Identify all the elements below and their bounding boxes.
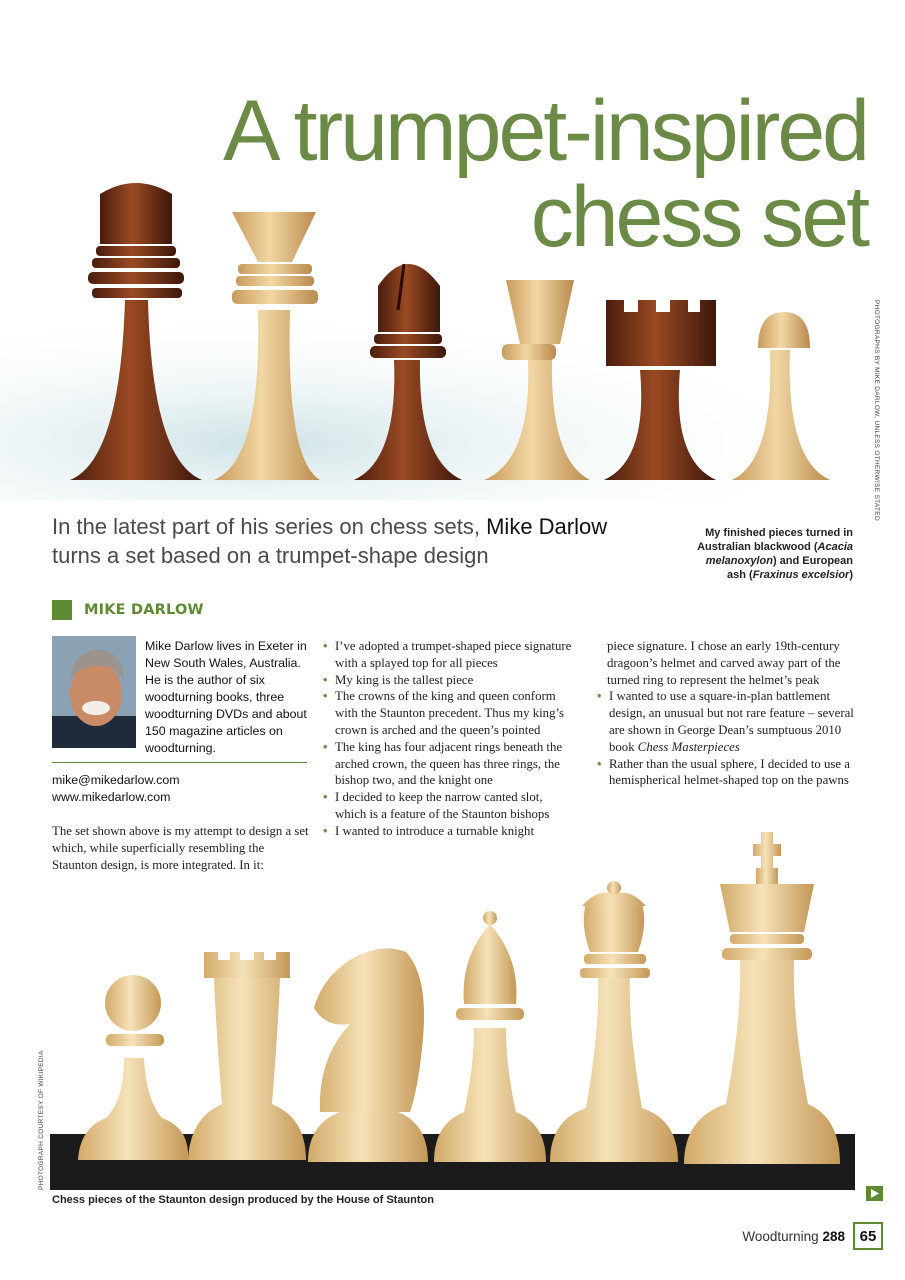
staunton-queen-piece	[550, 881, 678, 1162]
hero-caption-part: )	[849, 569, 853, 581]
continue-arrow-icon	[866, 1186, 883, 1201]
list-item-text: I wanted to introduce a turnable knight	[335, 823, 535, 838]
staunton-pawn-piece	[78, 975, 188, 1160]
hero-photo	[0, 160, 860, 500]
magazine-title: Woodturning	[742, 1228, 819, 1244]
bullet-list	[323, 638, 573, 840]
hero-caption-part: My finished pieces turned in Australian blackwood (	[697, 527, 853, 553]
author-heading	[52, 600, 204, 620]
list-item: • I’ve adopted a trumpet-shaped piece signature with a splayed top for all pieces	[323, 639, 572, 670]
magazine-name	[742, 1229, 845, 1244]
bullet-list	[597, 688, 859, 789]
list-item-text: My king is the tallest piece	[335, 672, 474, 687]
hero-caption-species: Fraxinus excelsior	[752, 569, 850, 581]
staunton-king-piece	[684, 832, 840, 1164]
author-email-link[interactable]: mike@mikedarlow.com	[52, 773, 180, 787]
list-item: • I wanted to use a square-in-plan battlement design, an unusual but not rare feature – several are shown in George Dean’s sumptuous 2010 book Chess Masterpieces	[597, 689, 854, 754]
page-number: 65	[853, 1222, 883, 1250]
author-website-link[interactable]: www.mikedarlow.com	[52, 790, 171, 804]
author-photo	[52, 636, 136, 748]
staunton-rook-piece	[188, 952, 306, 1160]
list-item-text: The crowns of the king and queen conform with the Staunton precedent. Thus my king’s crown is arched and the queen’s pointed	[335, 689, 565, 737]
staunton-bishop-piece	[434, 911, 546, 1162]
list-item-text: The king has four adjacent rings beneath the arched crown, the queen has three rings, the bishop two, and the knight one	[335, 739, 563, 788]
body-column-3	[597, 638, 859, 789]
standfirst-text: In the latest part of his series on chess sets,	[52, 514, 487, 539]
bullet-continuation: piece signature. I chose an early 19th-century dragoon’s helmet and carved away part of the turned ring to represent the helmet’s peak	[607, 639, 841, 687]
photo-credit-bottom: PHOTOGRAPH COURTESY OF WIKIPEDIA	[38, 1050, 45, 1190]
list-item-text: I wanted to use a square-in-plan battlement design, an unusual but not rare feature – several are shown in George Dean’s sumptuous 2010 book	[609, 689, 854, 754]
author-name: MIKE DARLOW	[84, 602, 204, 618]
standfirst-author: Mike Darlow	[486, 514, 608, 539]
photo-credit-side: PHOTOGRAPHS BY MIKE DARLOW, UNLESS OTHERWISE STATED	[873, 300, 880, 521]
list-item: • I decided to keep the narrow canted slot, which is a feature of the Staunton bishops	[323, 790, 550, 821]
body-column-2	[323, 638, 573, 840]
list-item: • My king is the tallest piece	[323, 672, 474, 687]
list-item-text: I decided to keep the narrow canted slot, which is a feature of the Staunton bishops	[335, 790, 550, 821]
bio-divider	[52, 762, 307, 763]
list-item: • The crowns of the king and queen conform with the Staunton precedent. Thus my king’s crown is arched and the queen’s pointed	[323, 689, 565, 737]
list-item-text: I’ve adopted a trumpet-shaped piece signature with a splayed top for all pieces	[335, 639, 572, 670]
title-line-2: chess set	[530, 169, 867, 265]
author-heading-marker	[52, 600, 72, 620]
staunton-knight-piece	[308, 948, 428, 1162]
issue-number: 288	[822, 1228, 845, 1244]
list-item: • I wanted to introduce a turnable knight	[323, 823, 535, 838]
author-contact	[52, 772, 180, 806]
staunton-photo	[50, 828, 855, 1190]
list-item: • Rather than the usual sphere, I decided to use a hemispherical helmet-shaped top on the pawns	[597, 756, 850, 788]
standfirst	[52, 512, 612, 570]
staunton-caption: Chess pieces of the Staunton design produced by the House of Staunton	[52, 1194, 434, 1206]
author-bio: Mike Darlow lives in Exeter in New South Wales, Australia. He is the author of six woodturning books, three woodturning DVDs and about 150 magazine articles on woodturning.	[145, 639, 307, 755]
hero-caption	[693, 526, 853, 582]
title-line-1: A trumpet-inspired	[223, 83, 867, 179]
hero-caption-part: ) and European ash (	[727, 555, 853, 581]
list-item: • The king has four adjacent rings beneath the arched crown, the queen has three rings, the bishop two, and the knight one	[323, 739, 563, 788]
book-title: Chess Masterpieces	[637, 739, 740, 754]
page-footer	[742, 1222, 883, 1250]
hero-caption-species: Acacia melanoxylon	[705, 541, 853, 567]
list-item-text: Rather than the usual sphere, I decided to use a hemispherical helmet-shaped top on the pawns	[609, 756, 850, 788]
body-intro-paragraph: The set shown above is my attempt to design a set which, while superficially resembling the Staunton design, is more integrated. In it:	[52, 824, 309, 872]
standfirst-text-end: turns a set based on a trumpet-shape design	[52, 543, 489, 568]
